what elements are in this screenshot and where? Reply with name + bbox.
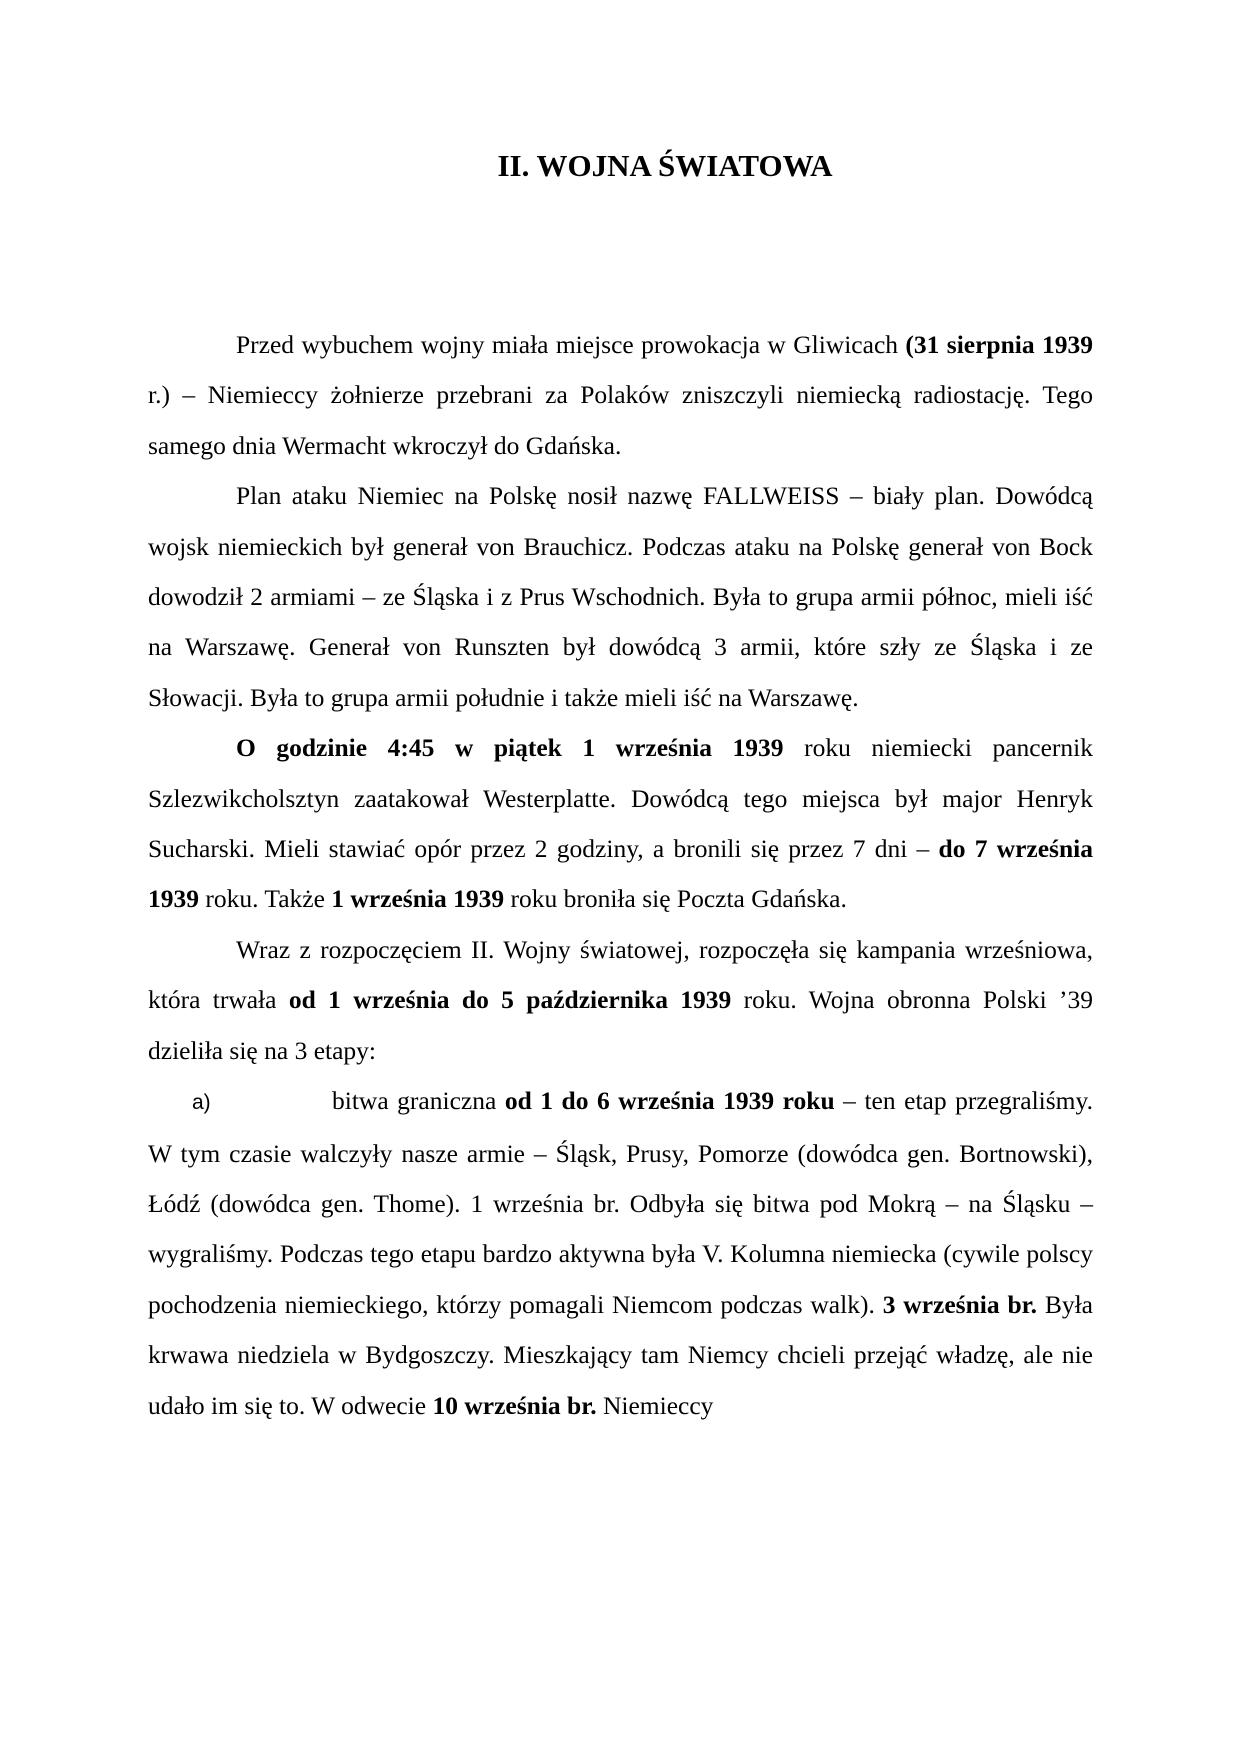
bold-date: do 7 września 1939 [148, 834, 1093, 914]
list-marker: a) [192, 1091, 211, 1115]
document-title: II. WOJNA ŚWIATOWA [497, 148, 833, 183]
text: Była krwawa niedziela w Bydgoszczy. Mieszkający tam Niemcy chcieli przejąć władzę, ale nie udało im się to. W odwecie [148, 1289, 1093, 1420]
document-body [148, 320, 1093, 1431]
bold-date: 10 września br. [432, 1390, 597, 1420]
text: r.) – Niemieccy żołnierze przebrani za Polaków zniszczyli niemiecką radiostację. Tego samego dnia Wermacht wkroczył do Gdańska. [148, 380, 1093, 460]
list-item-a [148, 1076, 1093, 1431]
text: Przed wybuchem wojny miała miejsce prowokacja w Gliwicach [236, 330, 906, 359]
text: Wraz z rozpoczęciem II. Wojny światowej, rozpoczęła się kampania wrześniowa, która trwała [148, 934, 1093, 1015]
paragraph-gliwice [148, 320, 1093, 471]
text: Plan ataku Niemiec na Polskę nosił nazwę FALLWEISS – biały plan. Dowódcą wojsk niemieckich był generał von Brauchicz. Podczas ataku na Polskę generał von Bock dowodził 2 armiami – ze Śląska i z Prus Wschodnich. Była to grupa armii północ, mieli iść na Warszawę. Generał von Runszten był dowódcą 3 armii, które szły ze Śląska i ze Słowacji. Była to grupa armii południe i także mieli iść na Warszawę. [148, 481, 1093, 712]
paragraph-kampania [148, 925, 1093, 1076]
paragraph-fallweiss [148, 471, 1093, 723]
text: bitwa graniczna [332, 1086, 505, 1116]
text: roku niemiecki pancernik Szlezwikcholsztyn zaatakował Westerplatte. Dowódcą tego miejsca był major Henryk Sucharski. Mieli stawiać opór przez 2 godziny, a bronili się przez 7 dni – [148, 733, 1093, 864]
paragraph-westerplatte [148, 723, 1093, 925]
bold-date: 1 września 1939 [331, 884, 505, 914]
bold-date: (31 sierpnia 1939 [905, 330, 1093, 359]
text: roku broniła się Poczta Gdańska. [504, 884, 847, 914]
bold-date: od 1 do 6 września 1939 roku [504, 1086, 835, 1116]
bold-date: od 1 września do 5 października 1939 [288, 985, 732, 1015]
text: roku. Także [199, 884, 332, 914]
text: Niemieccy [596, 1390, 714, 1420]
bold-date: O godzinie 4:45 w piątek 1 września 1939 [236, 733, 784, 763]
text: roku. Wojna obronna Polski ’39 dzieliła się na 3 etapy: [148, 985, 1094, 1065]
text: – ten etap przegraliśmy. W tym czasie walczyły nasze armie – Śląsk, Prusy, Pomorze (dowódca gen. Bortnowski), Łódź (dowódca gen. Thome). 1 września br. Odbyła się bitwa pod Mokrą – na Śląsku – wygraliśmy. Podczas tego etapu bardzo aktywna była V. Kolumna niemiecka (cywile polscy pochodzenia niemieckiego, którzy pomagali Niemcom podczas walk). [148, 1086, 1093, 1319]
bold-date: 3 września br. [882, 1289, 1037, 1319]
